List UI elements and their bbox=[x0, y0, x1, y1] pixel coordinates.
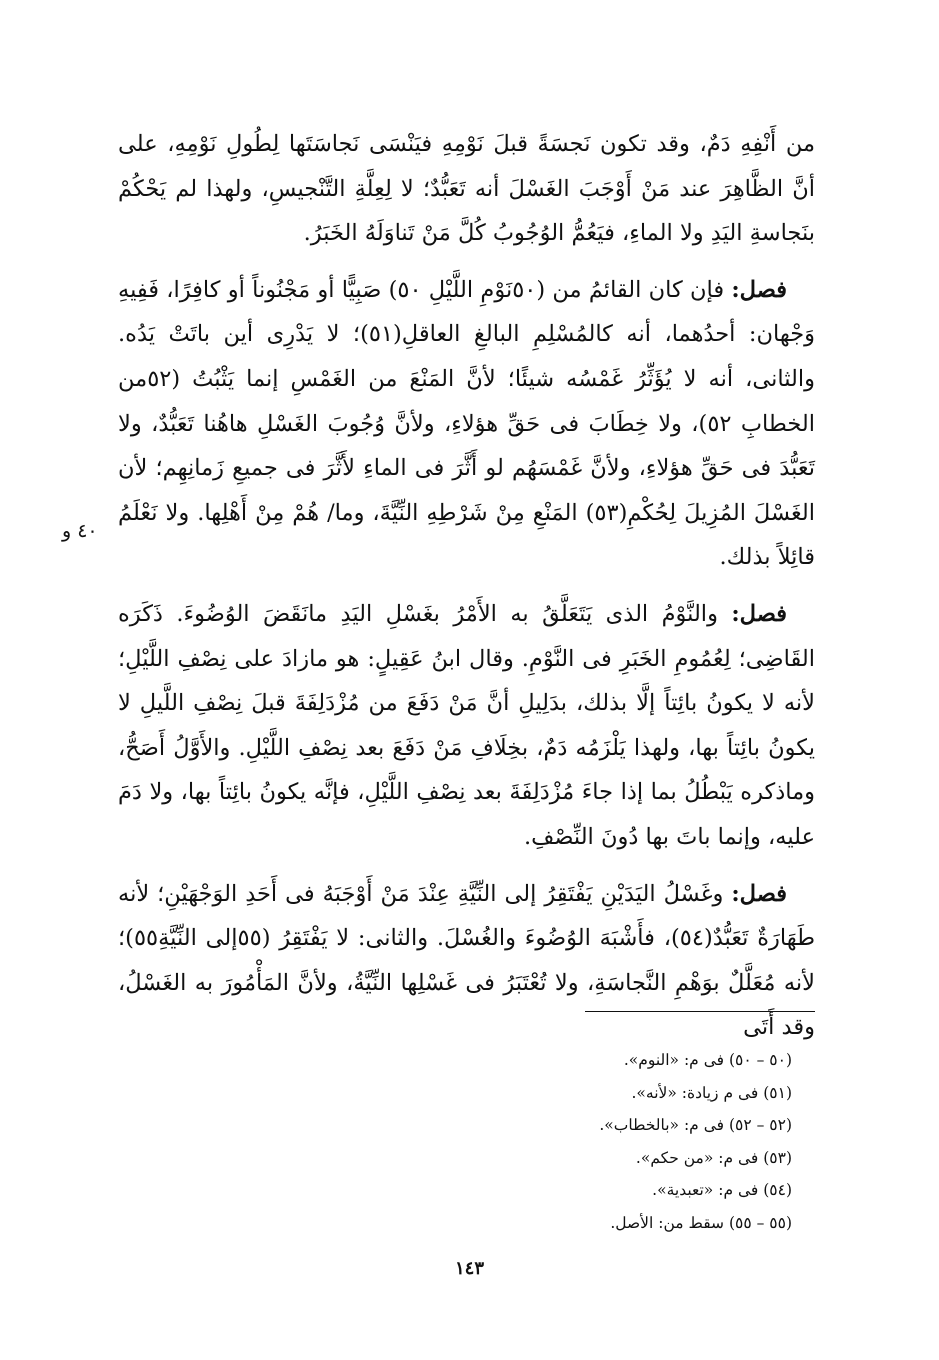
section-marker: فصل: bbox=[731, 880, 787, 907]
footnote-52: (٥٢ – ٥٢) فى م: «بالخطاب». bbox=[599, 1116, 792, 1134]
footnote-53: (٥٣) فى م: «من حكم». bbox=[635, 1148, 792, 1167]
paragraph-1-text: من أَنْفِهِ دَمٌ، وقد تكون نَجسَةً قبلَ نَوْمِهِ فيَنْسَى نَجاسَتَها لِطُولِ نَوْمِهِ، على أنَّ الظَّاهِرَ عند مَنْ أَوْجَبَ الغَسْلَ أنه تَعَبُّدٌ؛ لا لِعِلَّةِ التَّنْجيسِ، ولهذا لم يَحْكُمْ بنَجاسةِ اليَدِ ولا الماءِ، فيَعُمُّ الوُجُوبُ كُلَّ مَنْ تَناوَلَهُ الخَبَرُ. bbox=[118, 131, 815, 247]
footnote-54: (٥٤) فى م: «تعبدية». bbox=[652, 1181, 792, 1199]
paragraph-2-text: فإن كان القائمُ من (٥٠نَوْمِ اللَّيْلِ ٥٠) صَبِيًّا أو مَجْنُوناً أو كافِرًا، فَفِيهِ وَجْهان: أحدُهما، أنه كالمُسْلِمِ البالغِ العاقلِ(٥١)؛ لا يَدْرِى أين باتَتْ يَدُه. والثانى، أنه لا يُؤَثِّرُ غَمْسُه شيئًا؛ لأنَّ المَنْعَ من الغَمْسِ إنما يَثْبُتُ (٥٢من الخطابِ ٥٢)، ولا خِطَابَ فى حَقِّ هؤلاءِ، ولأنَّ وُجُوبَ الغَسْلِ هاهُنا تَعَبُّدٌ، ولا تَعَبُّدَ فى حَقِّ هؤلاءِ، ولأنَّ غَمْسَهُم لو أَثَّرَ فى الماءِ لأَثَّرَ فى جميعِ زَمانِهِم؛ لأن الغَسْلَ المُزِيلَ لِحُكْمِ(٥٣) المَنْعِ مِنْ شَرْطِهِ النِّيَّةَ، وما/ هُمْ مِنْ أَهْلِها. ولا نَعْلَمُ قائِلاً بذلك. bbox=[118, 276, 815, 571]
paragraph-3 bbox=[118, 592, 815, 860]
footnote-divider bbox=[585, 1011, 815, 1012]
manuscript-folio-note: ٤٠ و bbox=[62, 520, 98, 542]
footnotes bbox=[392, 1044, 792, 1239]
section-marker: فصل: bbox=[731, 276, 787, 303]
paragraph-3-text: والنَّوْمُ الذى يَتَعَلَّقُ به الأَمْرُ بغَسْلِ اليَدِ مانَقَضَ الوُضُوءَ. ذَكَرَه القَاضِى؛ لِعُمُومِ الخَبَرِ فى النَّوْمِ. وقال ابنُ عَقِيلٍ: هو مازادَ على نِصْفِ اللَّيْلِ؛ لأنه لا يكونُ بائِتاً إلَّا بذلك، بدَلِيلِ أنَّ مَنْ دَفَعَ من مُزْدَلِفَةَ قبلَ نِصْفِ اللَّيلِ لا يكونُ بائِتاً بها، ولهذا يَلْزَمُه دَمٌ، بخِلَافِ مَنْ دَفَعَ بعد نِصْفِ اللَّيْلِ. والأَوَّلُ أَصَحُّ، وماذكره يَبْطُلُ بما إذا جاءَ مُزْدَلِفَةَ بعد نِصْفِ اللَّيْلِ، فإنَّه يكونُ بائِتاً بها، ولا دَمَ عليه، وإنما باتَ بها دُونَ النِّصْفِ. bbox=[118, 600, 815, 850]
section-marker: فصل: bbox=[731, 600, 787, 627]
paragraph-4-text: وغَسْلُ اليَدَيْنِ يَفْتَقِرُ إلى النِّيَّةِ عِنْدَ مَنْ أَوْجَبَهُ فى أَحَدِ الوَجْهَيْنِ؛ لأنه طَهَارَةٌ تَعَبُّدٌ(٥٤)، فأَشْبَهَ الوُضُوءَ والغُسْلَ. والثانى: لا يَفْتَقِرُ (٥٥إلى النِّيَّةِ٥٥)؛ لأنه مُعَلَّلٌ بوَهْمِ النَّجاسَةِ، ولا تُعْتَبَرُ فى غَسْلِها النِّيَّةُ، ولأنَّ المَأْمُورَ به الغَسْلُ، وقد أَتَى bbox=[118, 880, 816, 1041]
footnote-55: (٥٥ – ٥٥) سقط من: الأصل. bbox=[610, 1213, 792, 1232]
footnote-50: (٥٠ – ٥٠) فى م: «النوم». bbox=[623, 1051, 792, 1069]
footnote-51: (٥١) فى م زيادة: «لأنه». bbox=[631, 1083, 792, 1102]
paragraph-1 bbox=[118, 122, 815, 256]
page-number: ١٤٣ bbox=[454, 1258, 484, 1279]
paragraph-2 bbox=[118, 268, 815, 580]
paragraph-4 bbox=[118, 872, 815, 1050]
main-text bbox=[118, 122, 815, 1062]
